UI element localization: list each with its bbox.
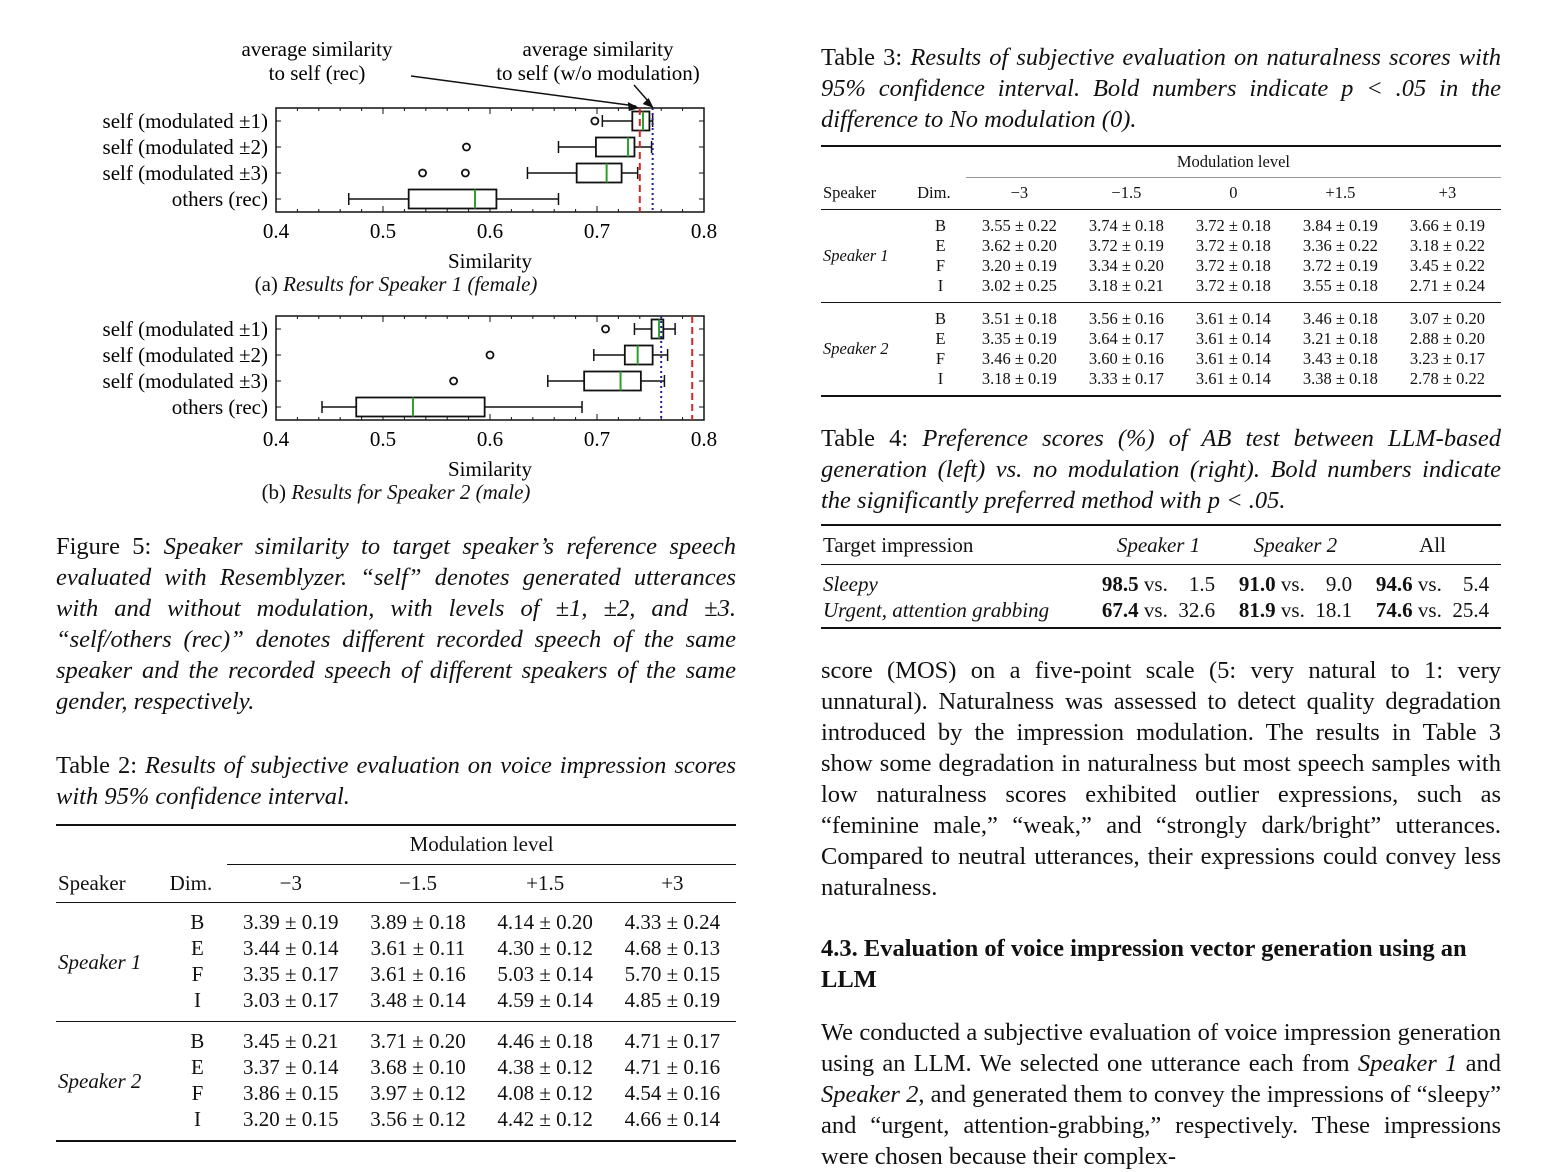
subcaption-a (56, 272, 736, 297)
annotation-wo-arrowhead (643, 98, 654, 108)
table-cell: 3.37 ± 0.14 (243, 1054, 339, 1079)
table-cell: 3.72 ± 0.19 (1088, 236, 1164, 255)
box-iqr (409, 190, 497, 209)
table-cell: 3.71 ± 0.20 (370, 1028, 466, 1053)
col-level: −1.5 (1073, 177, 1180, 210)
table-cell: 3.72 ± 0.18 (1195, 236, 1271, 255)
preference-cell (1227, 597, 1364, 628)
x-tick-label: 0.4 (262, 219, 290, 243)
col-speaker: Speaker (56, 864, 168, 903)
table-cell: 4.66 ± 0.14 (609, 1106, 736, 1141)
table-row (821, 565, 1501, 598)
col-level: +1.5 (482, 864, 609, 903)
table-cell: 4.71 ± 0.16 (624, 1054, 721, 1079)
table-3 (821, 145, 1501, 397)
table-cell: 3.72 ± 0.18 (1195, 256, 1271, 275)
other-score: 25.4 (1452, 597, 1490, 622)
row-label: self (modulated ±2) (102, 343, 268, 367)
col-speaker: Speaker (821, 177, 915, 210)
table-cell: 3.84 ± 0.19 (1302, 216, 1378, 235)
table-cell: 3.55 ± 0.22 (981, 216, 1057, 235)
dim-label: E (191, 1054, 204, 1079)
table-cell: 3.66 ± 0.19 (1409, 216, 1485, 235)
figure-5-plots (56, 30, 736, 510)
right-column (821, 42, 1501, 1172)
table-cell: 3.61 ± 0.11 (370, 935, 466, 960)
table-cell: 3.97 ± 0.12 (370, 1080, 466, 1105)
dim-label: B (190, 909, 205, 934)
table-2-caption (56, 750, 736, 812)
table-cell: 3.61 ± 0.14 (1195, 329, 1271, 348)
table-cell: 4.46 ± 0.18 (497, 1028, 593, 1053)
table-row (56, 1022, 736, 1055)
table-cell: 3.56 ± 0.16 (1088, 309, 1164, 328)
other-score: 32.6 (1178, 597, 1216, 622)
dim-label: F (191, 961, 204, 986)
speaker-name: Speaker 1 (56, 903, 168, 1022)
group-header: Modulation level (966, 146, 1501, 177)
outlier-point (463, 144, 470, 151)
table-cell: 5.03 ± 0.14 (497, 961, 593, 986)
box-iqr (632, 112, 649, 131)
dim-label: I (915, 369, 966, 396)
outlier-point (462, 170, 469, 177)
col-level: −3 (227, 864, 354, 903)
table-row (821, 597, 1501, 628)
table-cell: 3.60 ± 0.16 (1088, 349, 1164, 368)
table-cell: 3.23 ± 0.17 (1409, 349, 1485, 368)
subcaption-a-prefix: (a) (254, 272, 278, 296)
col-header: Speaker 2 (1227, 525, 1364, 565)
table-cell: 3.68 ± 0.10 (370, 1054, 466, 1079)
table-row (821, 210, 1501, 237)
left-column (56, 30, 736, 1142)
annotation-wo-line2: to self (w/o modulation) (496, 61, 700, 85)
col-level: +3 (609, 864, 736, 903)
table-3-header-row-2 (821, 177, 1501, 210)
preferred-score: 98.5 (1101, 571, 1139, 596)
table-cell: 3.18 ± 0.19 (966, 369, 1073, 396)
body-paragraph-1: score (MOS) on a five-point scale (5: very natural to 1: very unnatural). Naturalness was assessed to detect quality degradation introduced by the impression modulation. The results in Table 3 show some degradation in naturalness but most speech samples with low naturalness scores exhibited outlier expressions, such as “feminine male,” “weak,” and “strongly dark/bright” utterances. Compared to neutral utterances, their expressions could convey less naturalness. (821, 657, 1501, 901)
vs-label: vs. (1275, 571, 1311, 596)
table-cell: 4.33 ± 0.24 (624, 909, 721, 934)
dim-label: F (935, 349, 946, 368)
annotation-rec-line2: to self (rec) (268, 61, 366, 85)
dim-label: F (191, 1080, 204, 1105)
preference-cell (1364, 565, 1501, 598)
figure-5-caption (56, 531, 736, 717)
table-cell: 3.39 ± 0.19 (243, 909, 339, 934)
annotation-rec-line1: average similarity (241, 37, 393, 61)
table-cell: 3.45 ± 0.22 (1409, 256, 1485, 275)
body-paragraph-2-c: , and generated them to convey the impressions of “sleepy” and “urgent, attention-grabbing,” respectively. These impressions were chosen because their complex- (821, 1081, 1501, 1170)
table-cell: 3.35 ± 0.19 (981, 329, 1057, 348)
col-level: −3 (966, 177, 1073, 210)
plot-speaker1 (103, 76, 718, 273)
table-4 (821, 524, 1501, 629)
header-empty (168, 825, 228, 864)
table-cell: 3.72 ± 0.18 (1195, 216, 1271, 235)
table-cell: 4.08 ± 0.12 (497, 1080, 593, 1105)
col-dim: Dim. (915, 177, 966, 210)
table-cell: 3.55 ± 0.18 (1287, 276, 1394, 303)
other-score: 9.0 (1325, 571, 1353, 596)
table-cell: 4.42 ± 0.12 (482, 1106, 609, 1141)
table-cell: 3.74 ± 0.18 (1088, 216, 1164, 235)
col-level: +3 (1394, 177, 1501, 210)
outlier-point (487, 352, 494, 359)
subcaption-b-text: Results for Speaker 2 (male) (291, 480, 531, 504)
outlier-point (419, 170, 426, 177)
vs-label: vs. (1138, 597, 1174, 622)
col-dim: Dim. (168, 864, 228, 903)
row-label: Sleepy (823, 571, 878, 596)
table-row (56, 903, 736, 936)
box-iqr (625, 346, 653, 365)
table-cell: 3.61 ± 0.14 (1195, 309, 1271, 328)
table-row (821, 369, 1501, 396)
col-level: −1.5 (354, 864, 481, 903)
row-label: self (modulated ±1) (102, 317, 268, 341)
table-3-caption-label: Table 3: (821, 44, 903, 71)
outlier-point (591, 118, 598, 125)
table-cell: 3.61 ± 0.16 (370, 961, 466, 986)
outlier-point (450, 378, 457, 385)
x-tick-label: 0.6 (476, 219, 504, 243)
table-cell: 3.38 ± 0.18 (1287, 369, 1394, 396)
table-cell: 2.88 ± 0.20 (1409, 329, 1485, 348)
vs-label: vs. (1138, 571, 1174, 596)
table-2-caption-label: Table 2: (56, 752, 138, 779)
preferred-score: 74.6 (1375, 597, 1413, 622)
plot-frame (276, 316, 704, 420)
table-cell: 3.43 ± 0.18 (1302, 349, 1378, 368)
section-heading-4-3: 4.3. Evaluation of voice impression vector generation using an LLM (821, 935, 1467, 993)
table-cell: 2.71 ± 0.24 (1394, 276, 1501, 303)
table-row (821, 276, 1501, 303)
subcaption-b-prefix: (b) (261, 480, 287, 504)
dim-label: B (190, 1028, 205, 1053)
table-cell: 3.46 ± 0.20 (981, 349, 1057, 368)
table-cell: 3.18 ± 0.21 (1073, 276, 1180, 303)
table-cell: 3.18 ± 0.22 (1409, 236, 1485, 255)
table-cell: 4.30 ± 0.12 (497, 935, 593, 960)
dim-label: I (915, 276, 966, 303)
x-tick-label: 0.5 (369, 219, 397, 243)
speaker-name: Speaker 1 (821, 210, 915, 303)
row-label: Urgent, attention grabbing (821, 597, 1090, 628)
col-header: All (1364, 525, 1501, 565)
table-cell: 3.51 ± 0.18 (981, 309, 1057, 328)
x-axis-label: Similarity (448, 457, 532, 481)
table-cell: 3.45 ± 0.21 (243, 1028, 339, 1053)
col-level: 0 (1180, 177, 1287, 210)
body-paragraph-2 (821, 1017, 1501, 1172)
table-3-caption-text: Results of subjective evaluation on naturalness scores with 95% confidence interval. Bold numbers indicate p < .05 in the difference to No modulation (0). (821, 44, 1502, 133)
table-2-header-row-2 (56, 864, 736, 903)
dim-label: B (934, 216, 946, 235)
vs-label: vs. (1275, 597, 1311, 622)
x-tick-label: 0.6 (476, 427, 504, 451)
figure-5-caption-label: Figure 5: (56, 533, 152, 560)
table-row (821, 349, 1501, 369)
table-2 (56, 824, 736, 1142)
dim-label: F (935, 256, 946, 275)
table-cell: 3.03 ± 0.17 (227, 987, 354, 1022)
box-iqr (577, 164, 622, 183)
table-cell: 3.07 ± 0.20 (1409, 309, 1485, 328)
table-4-caption-text: Preference scores (%) of AB test between LLM-based generation (left) vs. no modulation (right). Bold numbers indicate the significantly preferred method with p < .05. (821, 425, 1501, 514)
table-row (821, 303, 1501, 330)
table-cell: 3.86 ± 0.15 (243, 1080, 339, 1105)
table-cell: 4.14 ± 0.20 (497, 909, 593, 934)
annotation-rec-arrowhead (628, 102, 640, 111)
preferred-score: 94.6 (1375, 571, 1413, 596)
table-4-caption-label: Table 4: (821, 425, 909, 452)
dim-label: B (934, 309, 946, 328)
table-cell: 4.85 ± 0.19 (609, 987, 736, 1022)
box-iqr (356, 398, 484, 417)
dim-label: I (168, 987, 228, 1022)
vs-label: vs. (1412, 571, 1448, 596)
row-label: self (modulated ±2) (102, 135, 268, 159)
group-header: Modulation level (227, 825, 736, 864)
other-score: 18.1 (1315, 597, 1353, 622)
table-cell: 4.71 ± 0.17 (624, 1028, 721, 1053)
other-score: 1.5 (1188, 571, 1216, 596)
table-cell: 3.20 ± 0.19 (981, 256, 1057, 275)
table-cell: 3.02 ± 0.25 (966, 276, 1073, 303)
dim-label: E (935, 329, 946, 348)
table-cell: 3.62 ± 0.20 (981, 236, 1057, 255)
table-cell: 3.44 ± 0.14 (243, 935, 339, 960)
row-label: others (rec) (171, 395, 268, 419)
preference-cell (1227, 565, 1364, 598)
table-cell: 2.78 ± 0.22 (1394, 369, 1501, 396)
table-row (821, 329, 1501, 349)
preference-cell (1090, 597, 1227, 628)
table-cell: 3.56 ± 0.12 (354, 1106, 481, 1141)
table-cell: 3.61 ± 0.14 (1180, 369, 1287, 396)
table-cell: 3.72 ± 0.18 (1180, 276, 1287, 303)
dim-label: E (191, 935, 204, 960)
table-cell: 3.21 ± 0.18 (1302, 329, 1378, 348)
body-paragraph-2-a: We conducted a subjective evaluation of voice impression generation using an LLM. We selected one utterance each from (821, 1019, 1501, 1077)
table-cell: 4.54 ± 0.16 (624, 1080, 721, 1105)
table-2-header-row-1 (56, 825, 736, 864)
table-cell: 3.89 ± 0.18 (370, 909, 466, 934)
box-iqr (584, 372, 641, 391)
annotation-wo-line1: average similarity (522, 37, 674, 61)
dim-label: E (935, 236, 946, 255)
speaker-name: Speaker 2 (56, 1022, 168, 1142)
x-tick-label: 0.5 (369, 427, 397, 451)
preferred-score: 91.0 (1238, 571, 1276, 596)
table-3-header-row-1 (821, 146, 1501, 177)
preference-cell (1090, 565, 1227, 598)
table-cell: 3.61 ± 0.14 (1195, 349, 1271, 368)
other-score: 5.4 (1462, 571, 1490, 596)
table-4-caption (821, 423, 1501, 516)
table-cell: 3.34 ± 0.20 (1088, 256, 1164, 275)
header-empty (56, 825, 168, 864)
table-cell: 3.36 ± 0.22 (1302, 236, 1378, 255)
header-empty (821, 146, 915, 177)
subcaption-a-text: Results for Speaker 1 (female) (283, 272, 538, 296)
speaker-name: Speaker 2 (821, 303, 915, 397)
preferred-score: 67.4 (1101, 597, 1139, 622)
x-tick-label: 0.7 (583, 219, 611, 243)
table-row (821, 236, 1501, 256)
table-cell: 3.20 ± 0.15 (227, 1106, 354, 1141)
subcaption-b (56, 480, 736, 505)
figure-5-caption-text: Speaker similarity to target speaker’s reference speech evaluated with Resemblyzer. “self” denotes generated utterances with and without modulation, with levels of ±1, ±2, and ±3. “self/others (rec)” denotes different recorded speech of the same speaker and the recorded speech of different speakers of the same gender, respectively. (56, 533, 736, 715)
body-paragraph-2-speaker2: Speaker 2 (821, 1081, 919, 1108)
table-3-caption (821, 42, 1501, 135)
table-cell: 3.48 ± 0.14 (354, 987, 481, 1022)
table-cell: 3.35 ± 0.17 (243, 961, 339, 986)
x-tick-label: 0.7 (583, 427, 611, 451)
x-tick-label: 0.4 (262, 427, 290, 451)
row-label: others (rec) (171, 187, 268, 211)
header-empty (915, 146, 966, 177)
x-tick-label: 0.8 (690, 219, 718, 243)
plot-speaker2 (103, 316, 718, 481)
dim-label: I (168, 1106, 228, 1141)
x-axis-label: Similarity (448, 249, 532, 273)
row-label: self (modulated ±1) (102, 109, 268, 133)
table-4-header-row (821, 525, 1501, 565)
row-label: self (modulated ±3) (102, 369, 268, 393)
row-label: self (modulated ±3) (102, 161, 268, 185)
col-header: Speaker 1 (1090, 525, 1227, 565)
outlier-point (602, 326, 609, 333)
preferred-score: 81.9 (1238, 597, 1276, 622)
table-cell: 4.38 ± 0.12 (497, 1054, 593, 1079)
body-paragraph-2-b: and (1457, 1050, 1501, 1077)
table-cell: 4.59 ± 0.14 (482, 987, 609, 1022)
table-cell: 4.68 ± 0.13 (624, 935, 721, 960)
x-tick-label: 0.8 (690, 427, 718, 451)
vs-label: vs. (1412, 597, 1448, 622)
table-cell: 3.64 ± 0.17 (1088, 329, 1164, 348)
figure-5 (56, 30, 736, 515)
preference-cell (1364, 597, 1501, 628)
col-level: +1.5 (1287, 177, 1394, 210)
table-row (821, 256, 1501, 276)
table-cell: 5.70 ± 0.15 (624, 961, 721, 986)
col-header: Target impression (821, 525, 1090, 565)
body-paragraph-2-speaker1: Speaker 1 (1357, 1050, 1458, 1077)
table-2-caption-text: Results of subjective evaluation on voice impression scores with 95% confidence interval. (56, 752, 737, 810)
table-cell: 3.72 ± 0.19 (1302, 256, 1378, 275)
table-cell: 3.46 ± 0.18 (1302, 309, 1378, 328)
table-cell: 3.33 ± 0.17 (1073, 369, 1180, 396)
